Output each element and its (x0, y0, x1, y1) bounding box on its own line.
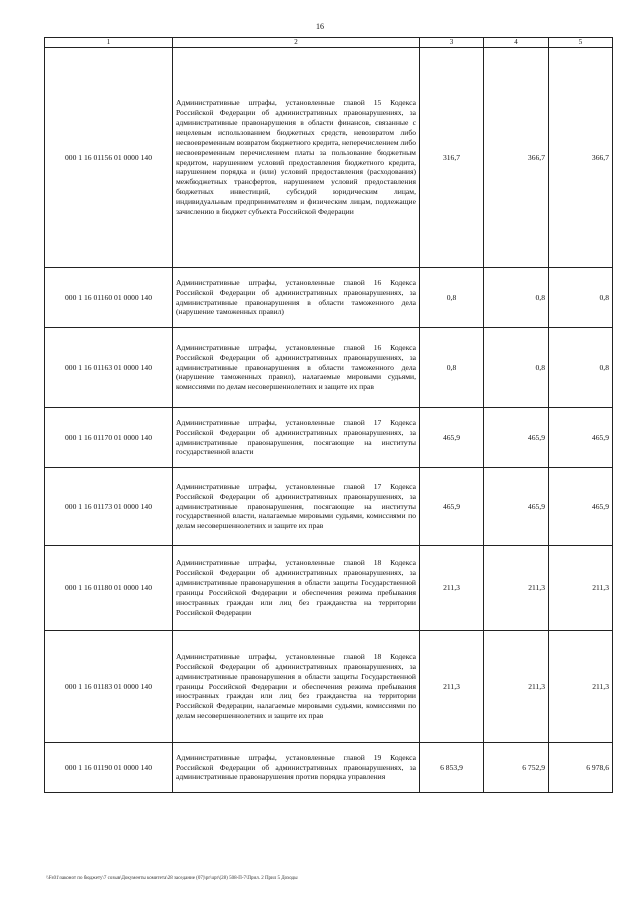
value-col4: 366,7 (484, 48, 549, 268)
revenue-code: 000 1 16 01180 01 0000 140 (45, 546, 173, 631)
value-col3: 465,9 (420, 468, 484, 546)
revenue-code: 000 1 16 01163 01 0000 140 (45, 328, 173, 408)
table-row (45, 328, 613, 408)
column-header: 1 (45, 38, 173, 48)
revenue-code: 000 1 16 01170 01 0000 140 (45, 408, 173, 468)
revenue-description: Административные штрафы, установленные главой 16 Кодекса Российской Федерации об административных правонарушениях, за административные правонарушения в области таможенного дела (нарушение таможенных правил), налагаемые мировыми судьями, комиссиями по делам несовершеннолетних и защите их прав (173, 328, 420, 408)
value-col3: 0,8 (420, 268, 484, 328)
value-col4: 6 752,9 (484, 743, 549, 793)
table-row (45, 743, 613, 793)
value-col4: 465,9 (484, 468, 549, 546)
column-header: 3 (420, 38, 484, 48)
revenue-code: 000 1 16 01160 01 0000 140 (45, 268, 173, 328)
revenue-description: Административные штрафы, установленные главой 18 Кодекса Российской Федерации об административных правонарушениях, за административные правонарушения в области защиты Государственной границы Российской Федерации и обеспечения режима пребывания иностранных граждан или лиц без гражданства на территории Российской Федерации, налагаемые мировыми судьями, комиссиями по делам несовершеннолетних и защите их прав (173, 631, 420, 743)
value-col5: 465,9 (549, 408, 613, 468)
value-col5: 465,9 (549, 468, 613, 546)
revenue-description: Административные штрафы, установленные главой 17 Кодекса Российской Федерации об административных правонарушениях, за административные правонарушения, посягающие на институты государственной власти, налагаемые мировыми судьями, комиссиями по делам несовершеннолетних и защите их прав (173, 468, 420, 546)
value-col4: 211,3 (484, 546, 549, 631)
value-col3: 465,9 (420, 408, 484, 468)
table-row (45, 268, 613, 328)
revenue-description: Административные штрафы, установленные главой 19 Кодекса Российской Федерации об административных правонарушениях, за административные правонарушения против порядка управления (173, 743, 420, 793)
value-col4: 0,8 (484, 268, 549, 328)
page-number: 16 (316, 22, 324, 31)
revenue-description: Административные штрафы, установленные главой 15 Кодекса Российской Федерации об административных правонарушениях, за административные правонарушения в области финансов, связанные с нецелевым использованием бюджетных средств, невозвратом либо несвоевременным возвратом бюджетного кредита, неперечислением либо несвоевременным перечислением платы за пользование бюджетным кредитом, нарушением условий предоставления бюджетного кредита, нарушением порядка и (или) условий предоставления (расходования) межбюджетных трансфертов, нарушением условий предоставления бюджетных инвестиций, субсидий юридическим лицам, индивидуальным предпринимателям и физическим лицам, подлежащие зачислению в бюджет субъекта Российской Федерации (173, 48, 420, 268)
value-col5: 6 978,6 (549, 743, 613, 793)
table-row (45, 48, 613, 268)
revenue-code: 000 1 16 01173 01 0000 140 (45, 468, 173, 546)
revenue-code: 000 1 16 01190 01 0000 140 (45, 743, 173, 793)
revenue-code: 000 1 16 01156 01 0000 140 (45, 48, 173, 268)
value-col3: 0,8 (420, 328, 484, 408)
value-col5: 211,3 (549, 631, 613, 743)
value-col3: 211,3 (420, 546, 484, 631)
value-col4: 465,9 (484, 408, 549, 468)
value-col3: 6 853,9 (420, 743, 484, 793)
table-row (45, 468, 613, 546)
table-row (45, 546, 613, 631)
value-col5: 0,8 (549, 268, 613, 328)
revenue-description: Административные штрафы, установленные главой 18 Кодекса Российской Федерации об административных правонарушениях, за административные правонарушения в области защиты Государственной границы Российской Федерации и обеспечения режима пребывания иностранных граждан или лиц без гражданства на территории Российской Федерации (173, 546, 420, 631)
revenue-description: Административные штрафы, установленные главой 17 Кодекса Российской Федерации об административных правонарушениях, за административные правонарушения, посягающие на институты государственной власти (173, 408, 420, 468)
value-col4: 211,3 (484, 631, 549, 743)
column-header: 2 (173, 38, 420, 48)
file-path-footer: \\Fs01\законот по бюджету\7 созыв\Документы комитета\28 заседание (07)\pr\upr\(28) 508-П-7\Прил. 2 Прил 5 Доходы (46, 876, 298, 881)
table-row (45, 408, 613, 468)
value-col3: 211,3 (420, 631, 484, 743)
value-col5: 0,8 (549, 328, 613, 408)
table-header-row (45, 38, 613, 48)
table-row (45, 631, 613, 743)
revenue-code: 000 1 16 01183 01 0000 140 (45, 631, 173, 743)
value-col3: 316,7 (420, 48, 484, 268)
column-header: 4 (484, 38, 549, 48)
value-col4: 0,8 (484, 328, 549, 408)
column-header: 5 (549, 38, 613, 48)
value-col5: 211,3 (549, 546, 613, 631)
revenue-table (44, 37, 613, 793)
revenue-description: Административные штрафы, установленные главой 16 Кодекса Российской Федерации об административных правонарушениях, за административные правонарушения в области таможенного дела (нарушение таможенных правил) (173, 268, 420, 328)
value-col5: 366,7 (549, 48, 613, 268)
